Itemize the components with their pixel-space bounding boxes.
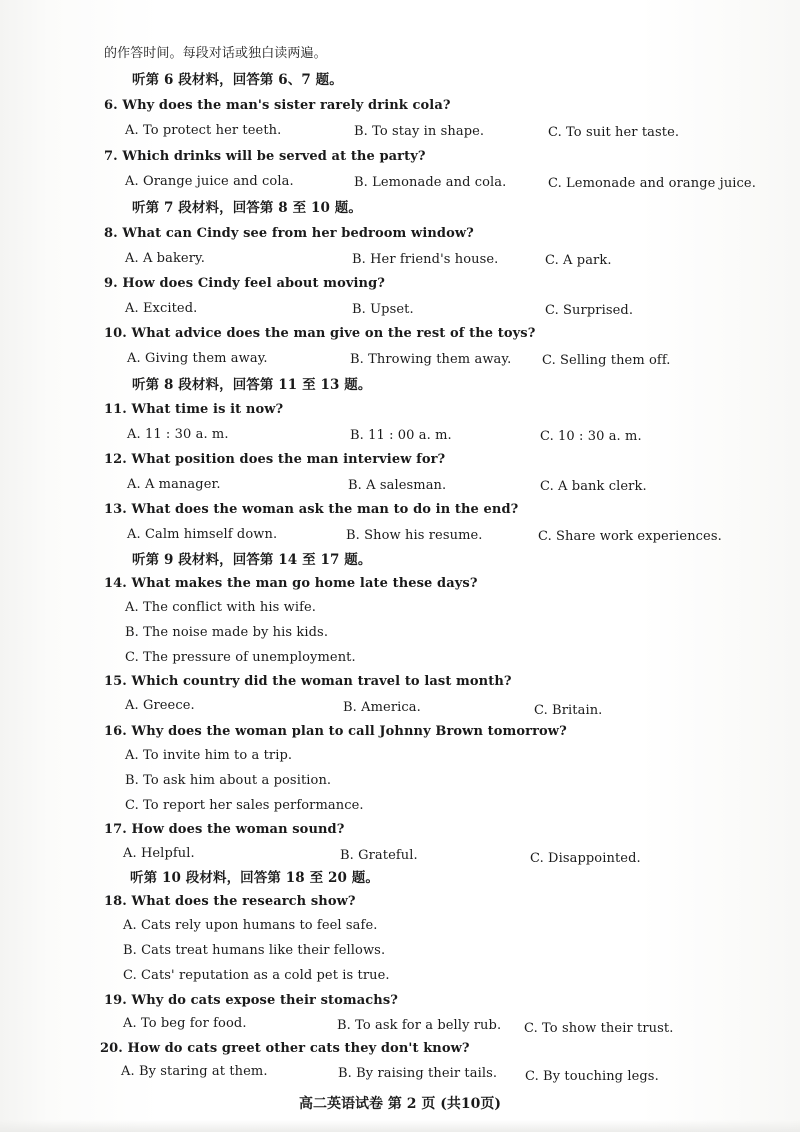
question-19-stem: 19. Why do cats expose their stomachs? <box>104 993 398 1008</box>
question-11-option-c: C. 10 : 30 a. m. <box>540 429 642 444</box>
question-7-option-a: A. Orange juice and cola. <box>125 174 294 189</box>
question-18-option-b: B. Cats treat humans like their fellows. <box>123 943 386 958</box>
question-11-option-b: B. 11 : 00 a. m. <box>350 428 452 443</box>
question-15-option-a: A. Greece. <box>125 698 195 713</box>
question-6-option-b: B. To stay in shape. <box>354 124 485 139</box>
question-6-option-a: A. To protect her teeth. <box>125 123 282 138</box>
question-8-stem: 8. What can Cindy see from her bedroom window? <box>104 226 474 241</box>
question-20-option-b: B. By raising their tails. <box>338 1066 498 1081</box>
question-12-stem: 12. What position does the man interview for? <box>104 452 446 467</box>
question-14-option-c: C. The pressure of unemployment. <box>125 650 356 665</box>
question-8-option-c: C. A park. <box>545 253 612 268</box>
question-16-option-b: B. To ask him about a position. <box>125 773 332 788</box>
question-12-option-c: C. A bank clerk. <box>540 479 647 494</box>
question-6-option-c: C. To suit her taste. <box>548 125 680 140</box>
question-15-stem: 15. Which country did the woman travel to last month? <box>104 674 512 689</box>
question-20-stem: 20. How do cats greet other cats they don't know? <box>100 1041 470 1056</box>
question-16-option-c: C. To report her sales performance. <box>125 798 364 813</box>
question-12-option-a: A. A manager. <box>127 477 221 492</box>
question-15-option-b: B. America. <box>343 700 421 715</box>
question-17-option-a: A. Helpful. <box>123 846 195 861</box>
section-header-6: 听第 6 段材料，回答第 6、7 题。 <box>132 72 343 88</box>
intro-tail: 的作答时间。每段对话或独白读两遍。 <box>104 46 327 61</box>
question-20-option-c: C. By touching legs. <box>525 1069 659 1084</box>
question-8-option-a: A. A bakery. <box>125 251 205 266</box>
question-16-stem: 16. Why does the woman plan to call Johnny Brown tomorrow? <box>104 724 567 739</box>
page-footer: 高二英语试卷 第 2 页 (共10页) <box>299 1096 501 1112</box>
section-header-8: 听第 8 段材料，回答第 11 至 13 题。 <box>132 377 372 393</box>
question-7-option-b: B. Lemonade and cola. <box>354 175 507 190</box>
question-10-option-a: A. Giving them away. <box>127 351 268 366</box>
question-17-option-b: B. Grateful. <box>340 848 418 863</box>
section-header-7: 听第 7 段材料，回答第 8 至 10 题。 <box>132 200 362 216</box>
question-16-option-a: A. To invite him to a trip. <box>125 748 293 763</box>
question-18-option-c: C. Cats' reputation as a cold pet is true. <box>123 968 390 983</box>
question-8-option-b: B. Her friend's house. <box>352 252 499 267</box>
question-17-option-c: C. Disappointed. <box>530 851 641 866</box>
question-9-stem: 9. How does Cindy feel about moving? <box>104 276 385 291</box>
question-11-stem: 11. What time is it now? <box>104 402 284 417</box>
question-12-option-b: B. A salesman. <box>348 478 447 493</box>
question-10-option-c: C. Selling them off. <box>542 353 671 368</box>
section-header-9: 听第 9 段材料，回答第 14 至 17 题。 <box>132 552 372 568</box>
page-bottom-edge <box>0 1120 800 1132</box>
question-9-option-c: C. Surprised. <box>545 303 634 318</box>
section-header-10: 听第 10 段材料，回答第 18 至 20 题。 <box>130 870 379 886</box>
question-9-option-a: A. Excited. <box>125 301 198 316</box>
question-14-option-b: B. The noise made by his kids. <box>125 625 329 640</box>
question-17-stem: 17. How does the woman sound? <box>104 822 345 837</box>
question-9-option-b: B. Upset. <box>352 302 414 317</box>
question-10-option-b: B. Throwing them away. <box>350 352 512 367</box>
question-11-option-a: A. 11 : 30 a. m. <box>127 427 229 442</box>
question-19-option-a: A. To beg for food. <box>123 1016 247 1031</box>
question-14-option-a: A. The conflict with his wife. <box>125 600 317 615</box>
question-6-stem: 6. Why does the man's sister rarely drink cola? <box>104 98 451 113</box>
question-13-option-c: C. Share work experiences. <box>538 529 722 544</box>
question-15-option-c: C. Britain. <box>534 703 603 718</box>
question-19-option-b: B. To ask for a belly rub. <box>337 1018 502 1033</box>
question-19-option-c: C. To show their trust. <box>524 1021 674 1036</box>
question-20-option-a: A. By staring at them. <box>121 1064 268 1079</box>
question-13-option-b: B. Show his resume. <box>346 528 483 543</box>
question-10-stem: 10. What advice does the man give on the rest of the toys? <box>104 326 536 341</box>
question-13-option-a: A. Calm himself down. <box>127 527 278 542</box>
question-13-stem: 13. What does the woman ask the man to do in the end? <box>104 502 519 517</box>
question-14-stem: 14. What makes the man go home late these days? <box>104 576 478 591</box>
question-7-option-c: C. Lemonade and orange juice. <box>548 176 756 191</box>
question-18-stem: 18. What does the research show? <box>104 894 356 909</box>
question-18-option-a: A. Cats rely upon humans to feel safe. <box>123 918 378 933</box>
question-7-stem: 7. Which drinks will be served at the party? <box>104 149 426 164</box>
